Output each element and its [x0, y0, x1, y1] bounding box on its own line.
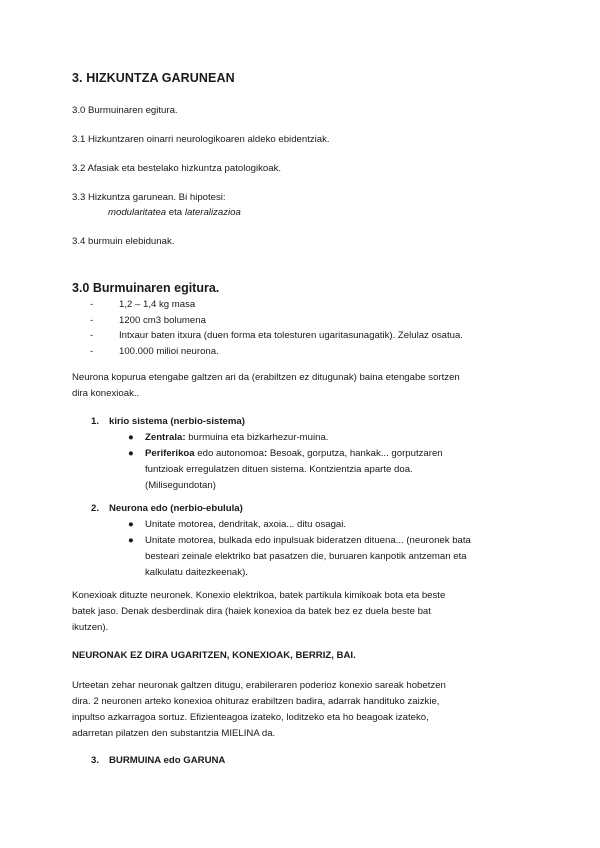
number-label: 3.	[91, 755, 100, 766]
number-label: 2.	[91, 503, 100, 514]
toc-item-3-4: 3.4 burmuin elebidunak.	[72, 236, 175, 247]
paragraph-konexioak-l2: batek jaso. Denak desberdinak dira (haiek konexioa da batek bez ez duela beste bat	[72, 606, 431, 617]
paragraph-neurona-l2: dira konexioak..	[72, 388, 140, 399]
bullet-icon: ●	[128, 535, 134, 546]
numbered-heading-1	[91, 416, 245, 427]
caps-heading: NEURONAK EZ DIRA UGARITZEN, KONEXIOAK, BERRIZ, BAI.	[72, 650, 356, 661]
term-autonomoa: edo autonomoa	[194, 448, 264, 459]
paragraph-mielina-l2: dira. 2 neuronen arteko konexioa ohituraz erabiltzen badira, adarrak handituko zaizkie,	[72, 696, 440, 707]
numbered-heading-3	[91, 755, 225, 766]
paragraph-mielina-l4: adarretan pilatzen den substantzia MIELINA da.	[72, 728, 276, 739]
numbered-heading-label: BURMUINA edo GARUNA	[109, 755, 226, 766]
toc-sub-eta: eta	[166, 207, 185, 218]
page-title: 3. HIZKUNTZA GARUNEAN	[72, 71, 235, 85]
toc-item-3-0: 3.0 Burmuinaren egitura.	[72, 105, 178, 116]
bullet-text-l2: besteari zeinale elektriko bat pasatzen die, buruaren kanpotik antzeman eta	[145, 551, 467, 562]
toc-item-3-3: 3.3 Hizkuntza garunean. Bi hipotesi:	[72, 192, 226, 203]
numbered-heading-label: kirio sistema (nerbio-sistema)	[109, 416, 245, 427]
facts-list	[90, 297, 463, 359]
bullet-text-l3: kalkulatu daitezkeenak).	[145, 567, 248, 578]
toc-item-3-3-sub	[108, 207, 241, 219]
term-colon: :	[263, 448, 268, 459]
paragraph-mielina-l1: Urteetan zehar neuronak galtzen ditugu, erabileraren poderioz konexio sareak hobetzen	[72, 680, 446, 691]
paragraph-konexioak-l3: ikutzen).	[72, 622, 109, 633]
numbered-heading-label: Neurona edo (nerbio-ebulula)	[109, 503, 243, 514]
definition-periferikoa-l2: funtzioak erregulatzen dituen sistema. Kontzientzia aparte doa.	[145, 464, 413, 475]
bullet-text-l1: Unitate motorea, bulkada edo inpulsuak bideratzen dituena... (neuronek bata	[145, 535, 471, 546]
paragraph-neurona-l1: Neurona kopurua etengabe galtzen ari da (erabiltzen ez ditugunak) baina etengabe sortzen	[72, 372, 460, 383]
paragraph-mielina-l3: inpultso azkarragoa sortuz. Efizienteagoa izateko, loditzeko eta ho beagoak izateko,	[72, 712, 429, 723]
list-item: - 100.000 milioi neurona.	[90, 344, 463, 360]
list-item: - 1200 cm3 bolumena	[90, 313, 463, 329]
section-heading-3-0: 3.0 Burmuinaren egitura.	[72, 281, 220, 295]
toc-sub-modularitatea: modularitatea	[108, 207, 167, 218]
bullet-text: Unitate motorea, dendritak, axoia... ditu osagai.	[145, 519, 347, 530]
term-periferikoa: Periferikoa	[145, 448, 195, 459]
bullet-icon: ●	[128, 432, 134, 443]
toc-sub-lateralizazioa: lateralizazioa	[184, 207, 241, 218]
definition-periferikoa-l1: Besoak, gorputza, hankak... gorputzaren	[267, 448, 443, 459]
definition-zentrala: burmuina eta bizkarhezur-muina.	[185, 432, 329, 443]
definition-periferikoa-l3: (Milisegundotan)	[145, 480, 216, 491]
paragraph-konexioak-l1: Konexioak dituzte neuronek. Konexio elektrikoa, batek partikula kimikoak bota eta beste	[72, 590, 446, 601]
toc-item-3-2: 3.2 Afasiak eta bestelako hizkuntza patologikoak.	[72, 163, 282, 174]
list-item: - 1,2 – 1,4 kg masa	[90, 297, 463, 313]
numbered-heading-2	[91, 503, 243, 514]
bullet-icon: ●	[128, 519, 134, 530]
list-item: - Intxaur baten itxura (duen forma eta tolesturen ugaritasunagatik). Zelulaz osatua.	[90, 328, 463, 344]
bullet-icon: ●	[128, 448, 134, 459]
toc-item-3-1: 3.1 Hizkuntzaren oinarri neurologikoaren aldeko ebidentziak.	[72, 134, 330, 145]
number-label: 1.	[91, 416, 100, 427]
term-zentrala: Zentrala:	[145, 432, 186, 443]
